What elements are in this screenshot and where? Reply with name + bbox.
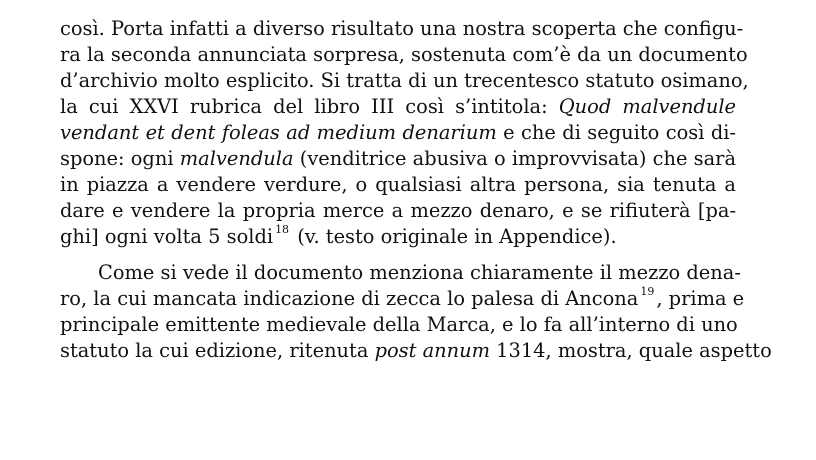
text-segment: (v. testo originale in Appendice). — [297, 225, 617, 248]
footnote-marker: 18 — [275, 222, 290, 236]
italic-latin-text: vendant et dent foleas ad medium denarium — [60, 121, 497, 144]
text-segment: e che di seguito così di- — [503, 121, 736, 144]
text-segment: 1314, mostra, quale aspetto — [496, 339, 772, 362]
text-line — [60, 94, 736, 120]
text-segment: la cui XXVI rubrica del libro III così s’intitola: — [60, 95, 548, 118]
text-segment: (venditrice abusiva o improvvisata) che sarà — [299, 147, 737, 170]
italic-latin-text: post annum — [374, 339, 490, 362]
text-segment: spone: ogni — [60, 147, 174, 170]
paragraph-2 — [60, 260, 772, 364]
text-line: ra la seconda annunciata sorpresa, sostenuta com’è da un documento — [60, 43, 748, 66]
text-segment: ro, la cui mancata indicazione di zecca lo palesa di Ancona — [60, 287, 639, 310]
italic-latin-text: Quod malvendule — [558, 95, 737, 118]
text-segment: , prima e — [656, 287, 745, 310]
text-line: dare e vendere la propria merce a mezzo denaro, e se rifiuterà [pa- — [60, 199, 736, 222]
text-line — [60, 224, 736, 250]
text-segment: statuto la cui edizione, ritenuta — [60, 339, 369, 362]
italic-latin-text: malvendula — [179, 147, 294, 170]
text-line — [60, 284, 745, 312]
text-line: principale emittente medievale della Marca, e lo fa all’interno di uno — [60, 313, 738, 336]
footnote-marker: 19 — [640, 284, 655, 298]
text-line — [60, 338, 772, 364]
text-line — [60, 120, 736, 146]
paragraph-1 — [60, 16, 749, 250]
text-line — [60, 146, 736, 172]
text-line: Come si vede il documento menziona chiaramente il mezzo dena- — [98, 261, 741, 284]
text-line: in piazza a vendere verdure, o qualsiasi altra persona, sia tenuta a — [60, 173, 736, 196]
text-line: d’archivio molto esplicito. Si tratta di un trecentesco statuto osimano, — [60, 69, 749, 92]
text-line: così. Porta infatti a diverso risultato una nostra scoperta che configu- — [60, 17, 744, 40]
text-segment: ghi] ogni volta 5 soldi — [60, 225, 274, 248]
